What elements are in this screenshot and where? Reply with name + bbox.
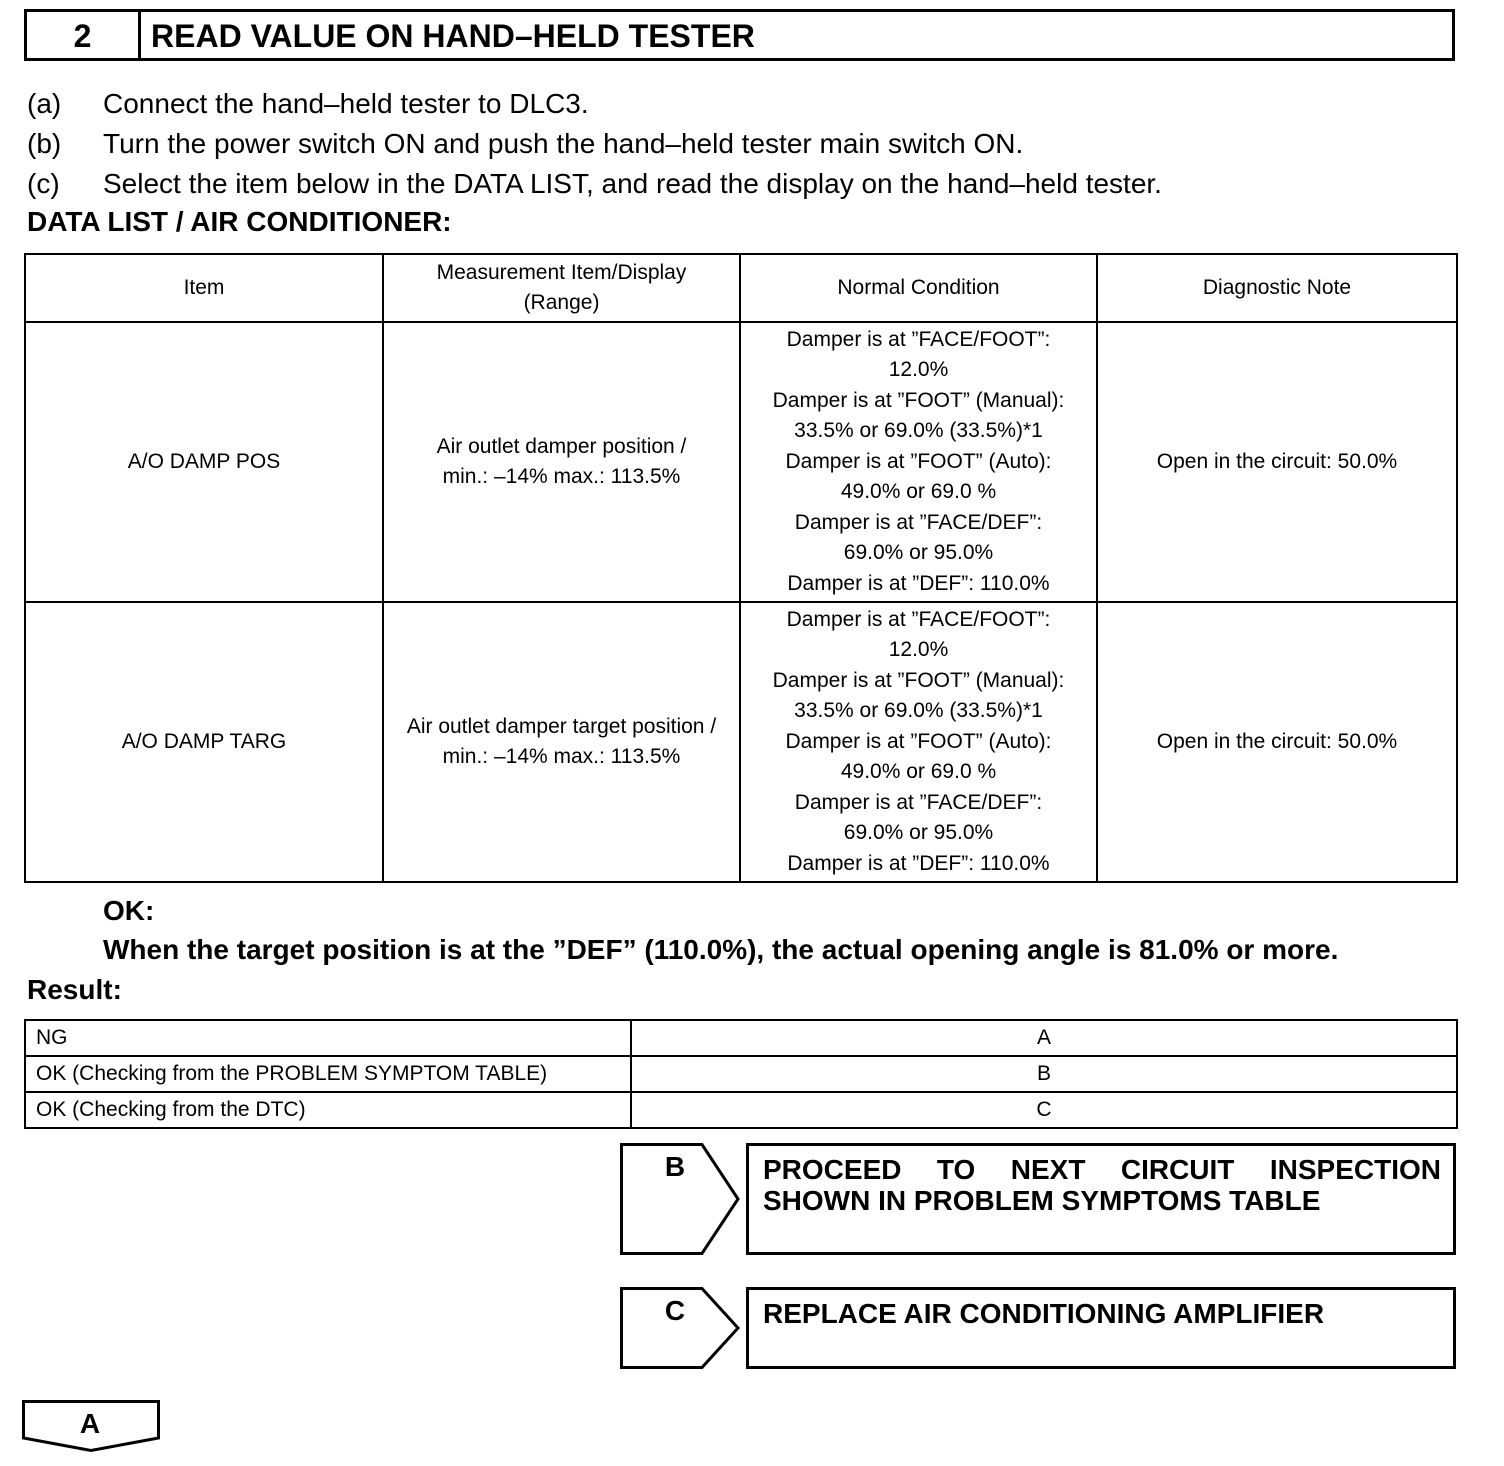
branch-b-tag bbox=[620, 1143, 744, 1255]
normal-line: 49.0% or 69.0 % bbox=[840, 760, 997, 784]
normal-line: 69.0% or 95.0% bbox=[843, 821, 994, 845]
measurement-line: Air outlet damper position / bbox=[436, 434, 687, 458]
section-title: DATA LIST / AIR CONDITIONER: bbox=[27, 206, 452, 237]
step-header bbox=[24, 9, 1455, 61]
instruction-a bbox=[27, 88, 589, 120]
step-title: READ VALUE ON HAND–HELD TESTER bbox=[151, 18, 755, 54]
result-table bbox=[24, 1019, 1458, 1129]
table-header-row bbox=[25, 254, 1457, 322]
table-row bbox=[25, 1092, 1457, 1128]
header-measurement-line1: Measurement Item/Display bbox=[436, 260, 687, 284]
cell-normal-condition bbox=[740, 322, 1097, 602]
normal-line: Damper is at ”FACE/FOOT”: bbox=[786, 327, 1051, 351]
result-condition: OK (Checking from the PROBLEM SYMPTOM TABLE) bbox=[25, 1056, 631, 1092]
normal-line: Damper is at ”FOOT” (Auto): bbox=[785, 449, 1052, 473]
cell-measurement bbox=[383, 602, 740, 882]
instruction-c bbox=[27, 168, 1162, 200]
result-condition: OK (Checking from the DTC) bbox=[25, 1092, 631, 1128]
normal-line: Damper is at ”FOOT” (Auto): bbox=[785, 729, 1052, 753]
header-diagnostic-note: Diagnostic Note bbox=[1097, 254, 1457, 322]
instruction-label: (a) bbox=[27, 88, 62, 119]
result-condition: NG bbox=[25, 1020, 631, 1056]
normal-line: 69.0% or 95.0% bbox=[843, 541, 994, 565]
table-row bbox=[25, 1020, 1457, 1056]
header-item: Item bbox=[25, 254, 383, 322]
action-c-text: REPLACE AIR CONDITIONING AMPLIFIER bbox=[763, 1298, 1325, 1329]
step-number: 2 bbox=[27, 12, 141, 58]
result-label: Result: bbox=[27, 974, 122, 1005]
measurement-line: Air outlet damper target position / bbox=[406, 714, 717, 738]
table-row bbox=[25, 1056, 1457, 1092]
action-b-line2: SHOWN IN PROBLEM SYMPTOMS TABLE bbox=[763, 1185, 1321, 1216]
normal-line: Damper is at ”FACE/DEF”: bbox=[794, 510, 1043, 534]
result-code: A bbox=[631, 1020, 1457, 1056]
cell-item: A/O DAMP POS bbox=[25, 322, 383, 602]
instruction-text: Connect the hand–held tester to DLC3. bbox=[103, 88, 589, 119]
normal-line: Damper is at ”FOOT” (Manual): bbox=[772, 668, 1065, 692]
instruction-text: Turn the power switch ON and push the hand–held tester main switch ON. bbox=[103, 128, 1024, 159]
action-b-line1: PROCEED TO NEXT CIRCUIT INSPECTION bbox=[763, 1154, 1441, 1185]
header-normal-condition: Normal Condition bbox=[740, 254, 1097, 322]
branch-a-letter: A bbox=[79, 1408, 101, 1439]
cell-measurement bbox=[383, 322, 740, 602]
normal-line: 12.0% bbox=[888, 638, 949, 662]
instruction-text: Select the item below in the DATA LIST, and read the display on the hand–held tester. bbox=[103, 168, 1162, 199]
branch-c-tag bbox=[620, 1287, 744, 1369]
table-row bbox=[25, 322, 1457, 602]
instruction-label: (c) bbox=[27, 168, 60, 199]
normal-line: 49.0% or 69.0 % bbox=[840, 480, 997, 504]
normal-line: Damper is at ”DEF”: 110.0% bbox=[787, 571, 1050, 595]
table-row bbox=[25, 602, 1457, 882]
branch-a-tag bbox=[22, 1400, 162, 1452]
normal-line: Damper is at ”FOOT” (Manual): bbox=[772, 388, 1065, 412]
action-b-box bbox=[746, 1143, 1456, 1255]
measurement-line: min.: –14% max.: 113.5% bbox=[442, 465, 681, 488]
result-code: C bbox=[631, 1092, 1457, 1128]
normal-line: Damper is at ”FACE/DEF”: bbox=[794, 790, 1043, 814]
cell-diagnostic-note: Open in the circuit: 50.0% bbox=[1097, 602, 1457, 882]
normal-line: 12.0% bbox=[888, 358, 949, 382]
normal-line: Damper is at ”FACE/FOOT”: bbox=[786, 607, 1051, 631]
ok-criteria: When the target position is at the ”DEF” (110.0%), the actual opening angle is 81.0% or more. bbox=[103, 934, 1339, 965]
branch-c-letter: C bbox=[664, 1295, 686, 1326]
branch-b-letter: B bbox=[664, 1151, 686, 1182]
normal-line: 33.5% or 69.0% (33.5%)*1 bbox=[794, 419, 1043, 443]
result-code: B bbox=[631, 1056, 1457, 1092]
cell-item: A/O DAMP TARG bbox=[25, 602, 383, 882]
data-list-table bbox=[24, 253, 1458, 883]
header-measurement bbox=[383, 254, 740, 322]
cell-diagnostic-note: Open in the circuit: 50.0% bbox=[1097, 322, 1457, 602]
action-c-box bbox=[746, 1287, 1456, 1369]
cell-normal-condition bbox=[740, 602, 1097, 882]
instruction-b bbox=[27, 128, 1023, 160]
ok-label: OK: bbox=[103, 895, 155, 926]
header-measurement-line2: (Range) bbox=[523, 291, 600, 314]
normal-line: Damper is at ”DEF”: 110.0% bbox=[787, 851, 1050, 875]
measurement-line: min.: –14% max.: 113.5% bbox=[442, 745, 681, 768]
instruction-label: (b) bbox=[27, 128, 62, 159]
normal-line: 33.5% or 69.0% (33.5%)*1 bbox=[794, 699, 1043, 723]
